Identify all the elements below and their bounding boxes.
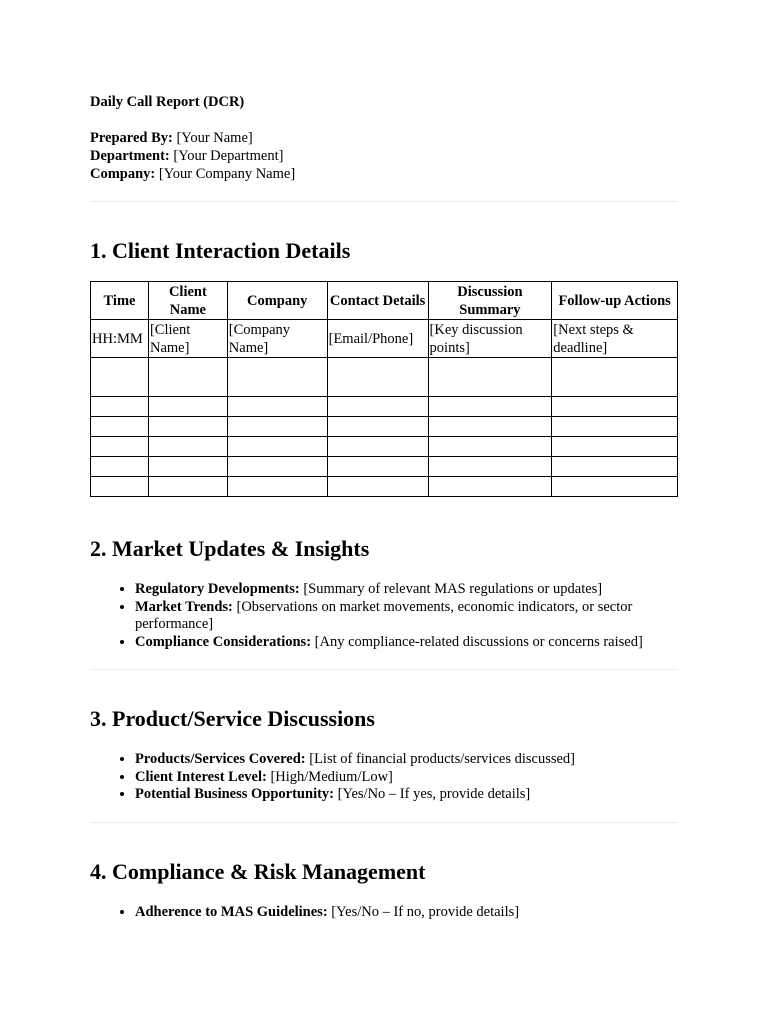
- table-cell: [428, 437, 552, 457]
- table-cell: [Company Name]: [227, 320, 327, 358]
- table-cell: [148, 358, 227, 397]
- list-item: [135, 786, 678, 804]
- meta-department: [90, 147, 295, 165]
- document-title: Daily Call Report (DCR): [90, 94, 245, 110]
- table-cell: [148, 417, 227, 437]
- table-cell: [148, 457, 227, 477]
- meta-company: [90, 165, 295, 183]
- table-cell: [227, 457, 327, 477]
- table-cell: [148, 397, 227, 417]
- table-cell: [91, 437, 149, 457]
- table-cell: [91, 397, 149, 417]
- item-text: [Summary of relevant MAS regulations or updates]: [303, 581, 603, 597]
- section-heading-market-updates: 2. Market Updates & Insights: [90, 536, 370, 561]
- item-label: Adherence to MAS Guidelines:: [135, 904, 328, 920]
- item-label: Market Trends:: [135, 598, 233, 615]
- table-cell: [552, 457, 678, 477]
- table-cell: [Key discussion points]: [428, 320, 552, 358]
- table-cell: [227, 417, 327, 437]
- item-text: [Yes/No – If no, provide details]: [331, 904, 520, 920]
- table-cell: [91, 457, 149, 477]
- item-text: [High/Medium/Low]: [270, 768, 393, 785]
- table-cell: [327, 417, 428, 437]
- list-item: [135, 751, 678, 769]
- item-text: [Yes/No – If yes, provide details]: [337, 786, 531, 802]
- section-heading-client-interaction: 1. Client Interaction Details: [90, 238, 351, 263]
- table-cell: [227, 397, 327, 417]
- item-text: [List of financial products/services discussed]: [309, 751, 575, 767]
- table-cell: [Client Name]: [148, 320, 227, 358]
- table-cell: [148, 437, 227, 457]
- table-cell: [552, 417, 678, 437]
- column-header-time: Time: [91, 282, 149, 320]
- meta-value: [Your Name]: [176, 130, 253, 146]
- column-header-follow-up-actions: Follow-up Actions: [552, 282, 678, 320]
- meta-label: Company:: [90, 166, 156, 182]
- table-cell: [Email/Phone]: [327, 320, 428, 358]
- table-header-row: [91, 282, 678, 320]
- table-row: [91, 457, 678, 477]
- item-text: [Observations on market movements, economic indicators, or sector performance]: [135, 598, 633, 632]
- table-cell: [327, 457, 428, 477]
- table-cell: [327, 358, 428, 397]
- product-service-list: [90, 751, 678, 804]
- section-divider: [90, 822, 678, 823]
- list-item: [135, 599, 678, 634]
- table-row: [91, 417, 678, 437]
- section-divider: [90, 669, 678, 670]
- table-cell: [91, 417, 149, 437]
- table-row: [91, 358, 678, 397]
- meta-prepared-by: [90, 129, 295, 147]
- table-row: [91, 397, 678, 417]
- item-label: Potential Business Opportunity:: [135, 786, 334, 802]
- column-header-contact-details: Contact Details: [327, 282, 428, 320]
- item-label: Regulatory Developments:: [135, 581, 300, 597]
- table-cell: [428, 358, 552, 397]
- table-cell: [428, 457, 552, 477]
- table-cell: [327, 437, 428, 457]
- table-cell: [227, 358, 327, 397]
- table-cell: [327, 397, 428, 417]
- item-label: Products/Services Covered:: [135, 751, 306, 767]
- column-header-client-name: Client Name: [148, 282, 227, 320]
- table-cell: [227, 437, 327, 457]
- section-heading-compliance-risk: 4. Compliance & Risk Management: [90, 859, 426, 884]
- table-cell: [552, 437, 678, 457]
- list-item: [135, 904, 678, 922]
- table-row: [91, 437, 678, 457]
- column-header-company: Company: [227, 282, 327, 320]
- table-cell: [327, 477, 428, 497]
- table-cell: [428, 417, 552, 437]
- table-cell: [552, 358, 678, 397]
- section-heading-product-service: 3. Product/Service Discussions: [90, 706, 375, 731]
- table-cell: [Next steps & deadline]: [552, 320, 678, 358]
- table-cell: [91, 477, 149, 497]
- column-header-discussion-summary: Discussion Summary: [428, 282, 552, 320]
- client-interaction-table: [90, 281, 678, 497]
- item-label: Compliance Considerations:: [135, 633, 312, 650]
- report-meta: [90, 129, 295, 183]
- list-item: [135, 769, 678, 787]
- market-updates-list: [90, 581, 678, 651]
- list-item: [135, 634, 678, 652]
- compliance-risk-list: [90, 904, 678, 922]
- table-cell: [428, 397, 552, 417]
- table-cell: [428, 477, 552, 497]
- meta-value: [Your Company Name]: [158, 166, 296, 182]
- table-cell: HH:MM: [91, 320, 149, 358]
- table-cell: [227, 477, 327, 497]
- table-cell: [552, 397, 678, 417]
- section-divider: [90, 201, 678, 202]
- table-cell: [148, 477, 227, 497]
- item-label: Client Interest Level:: [135, 768, 267, 785]
- table-row: [91, 477, 678, 497]
- table-cell: [91, 358, 149, 397]
- meta-label: Department:: [90, 148, 170, 164]
- list-item: [135, 581, 678, 599]
- meta-label: Prepared By:: [90, 130, 173, 146]
- meta-value: [Your Department]: [173, 148, 284, 164]
- item-text: [Any compliance-related discussions or concerns raised]: [314, 633, 643, 650]
- table-cell: [552, 477, 678, 497]
- table-row: [91, 320, 678, 358]
